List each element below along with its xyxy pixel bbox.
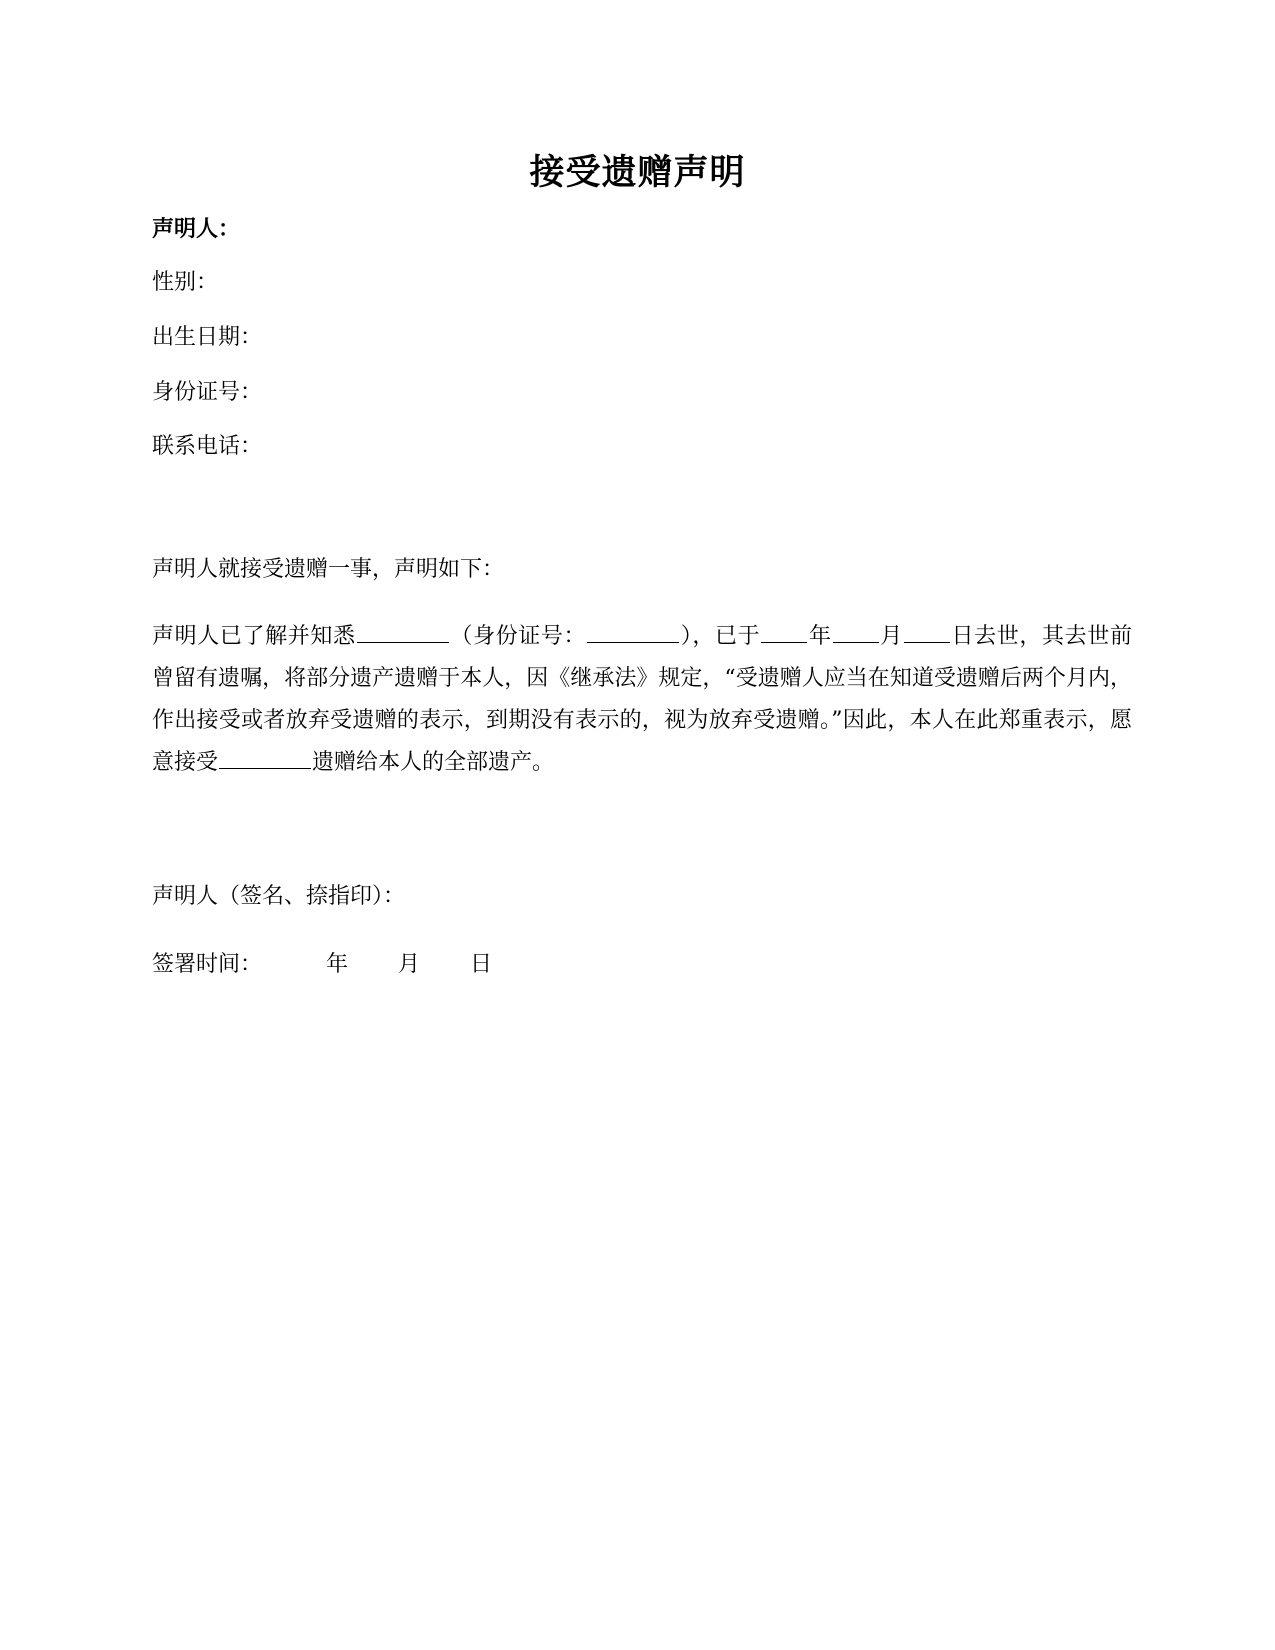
sign-time-day: 日 [470,952,493,977]
body-text-6: 日去世，其去世前曾留有遗嘱，将部分遗产遗赠于本人，因《继承法》规定，“受遗赠人应当在知道受遗赠后两个月内，作出接受或者放弃受遗赠的表示，到期没有表示的，视为放弃受遗赠。”因此，本人在此郑重表示，愿意接受 [152,624,1132,775]
signature-label: 声明人（签名、捺指印）： [152,884,406,909]
death-day-blank [904,620,950,643]
bequeather-name-blank [219,746,311,769]
sign-time-row [152,950,492,980]
birth-date-field-label: 出生日期： [152,325,263,350]
testator-name-blank [357,620,449,643]
sign-time-month: 月 [398,952,421,977]
document-title: 接受遗赠声明 [529,152,746,193]
body-text-5: 月 [879,624,903,649]
id-number-field-label: 身份证号： [152,380,263,405]
death-year-blank [761,620,807,643]
intro-statement: 声明人就接受遗赠一事，声明如下： [152,557,505,582]
sign-time-year: 年 [326,952,349,977]
sign-time-label: 签署时间： [152,952,263,977]
body-text-3: ），已于 [680,624,761,649]
testator-id-blank [587,620,679,643]
body-text-1: 声明人已了解并知悉 [152,624,356,649]
body-text-7: 遗赠给本人的全部遗产。 [312,750,555,775]
body-text-2: （身份证号： [449,624,587,649]
declaration-body [152,616,1132,784]
death-month-blank [833,620,879,643]
gender-field-label: 性别： [152,270,219,295]
body-text-4: 年 [808,624,832,649]
phone-field-label: 联系电话： [152,434,263,459]
declarant-label: 声明人： [152,216,241,242]
